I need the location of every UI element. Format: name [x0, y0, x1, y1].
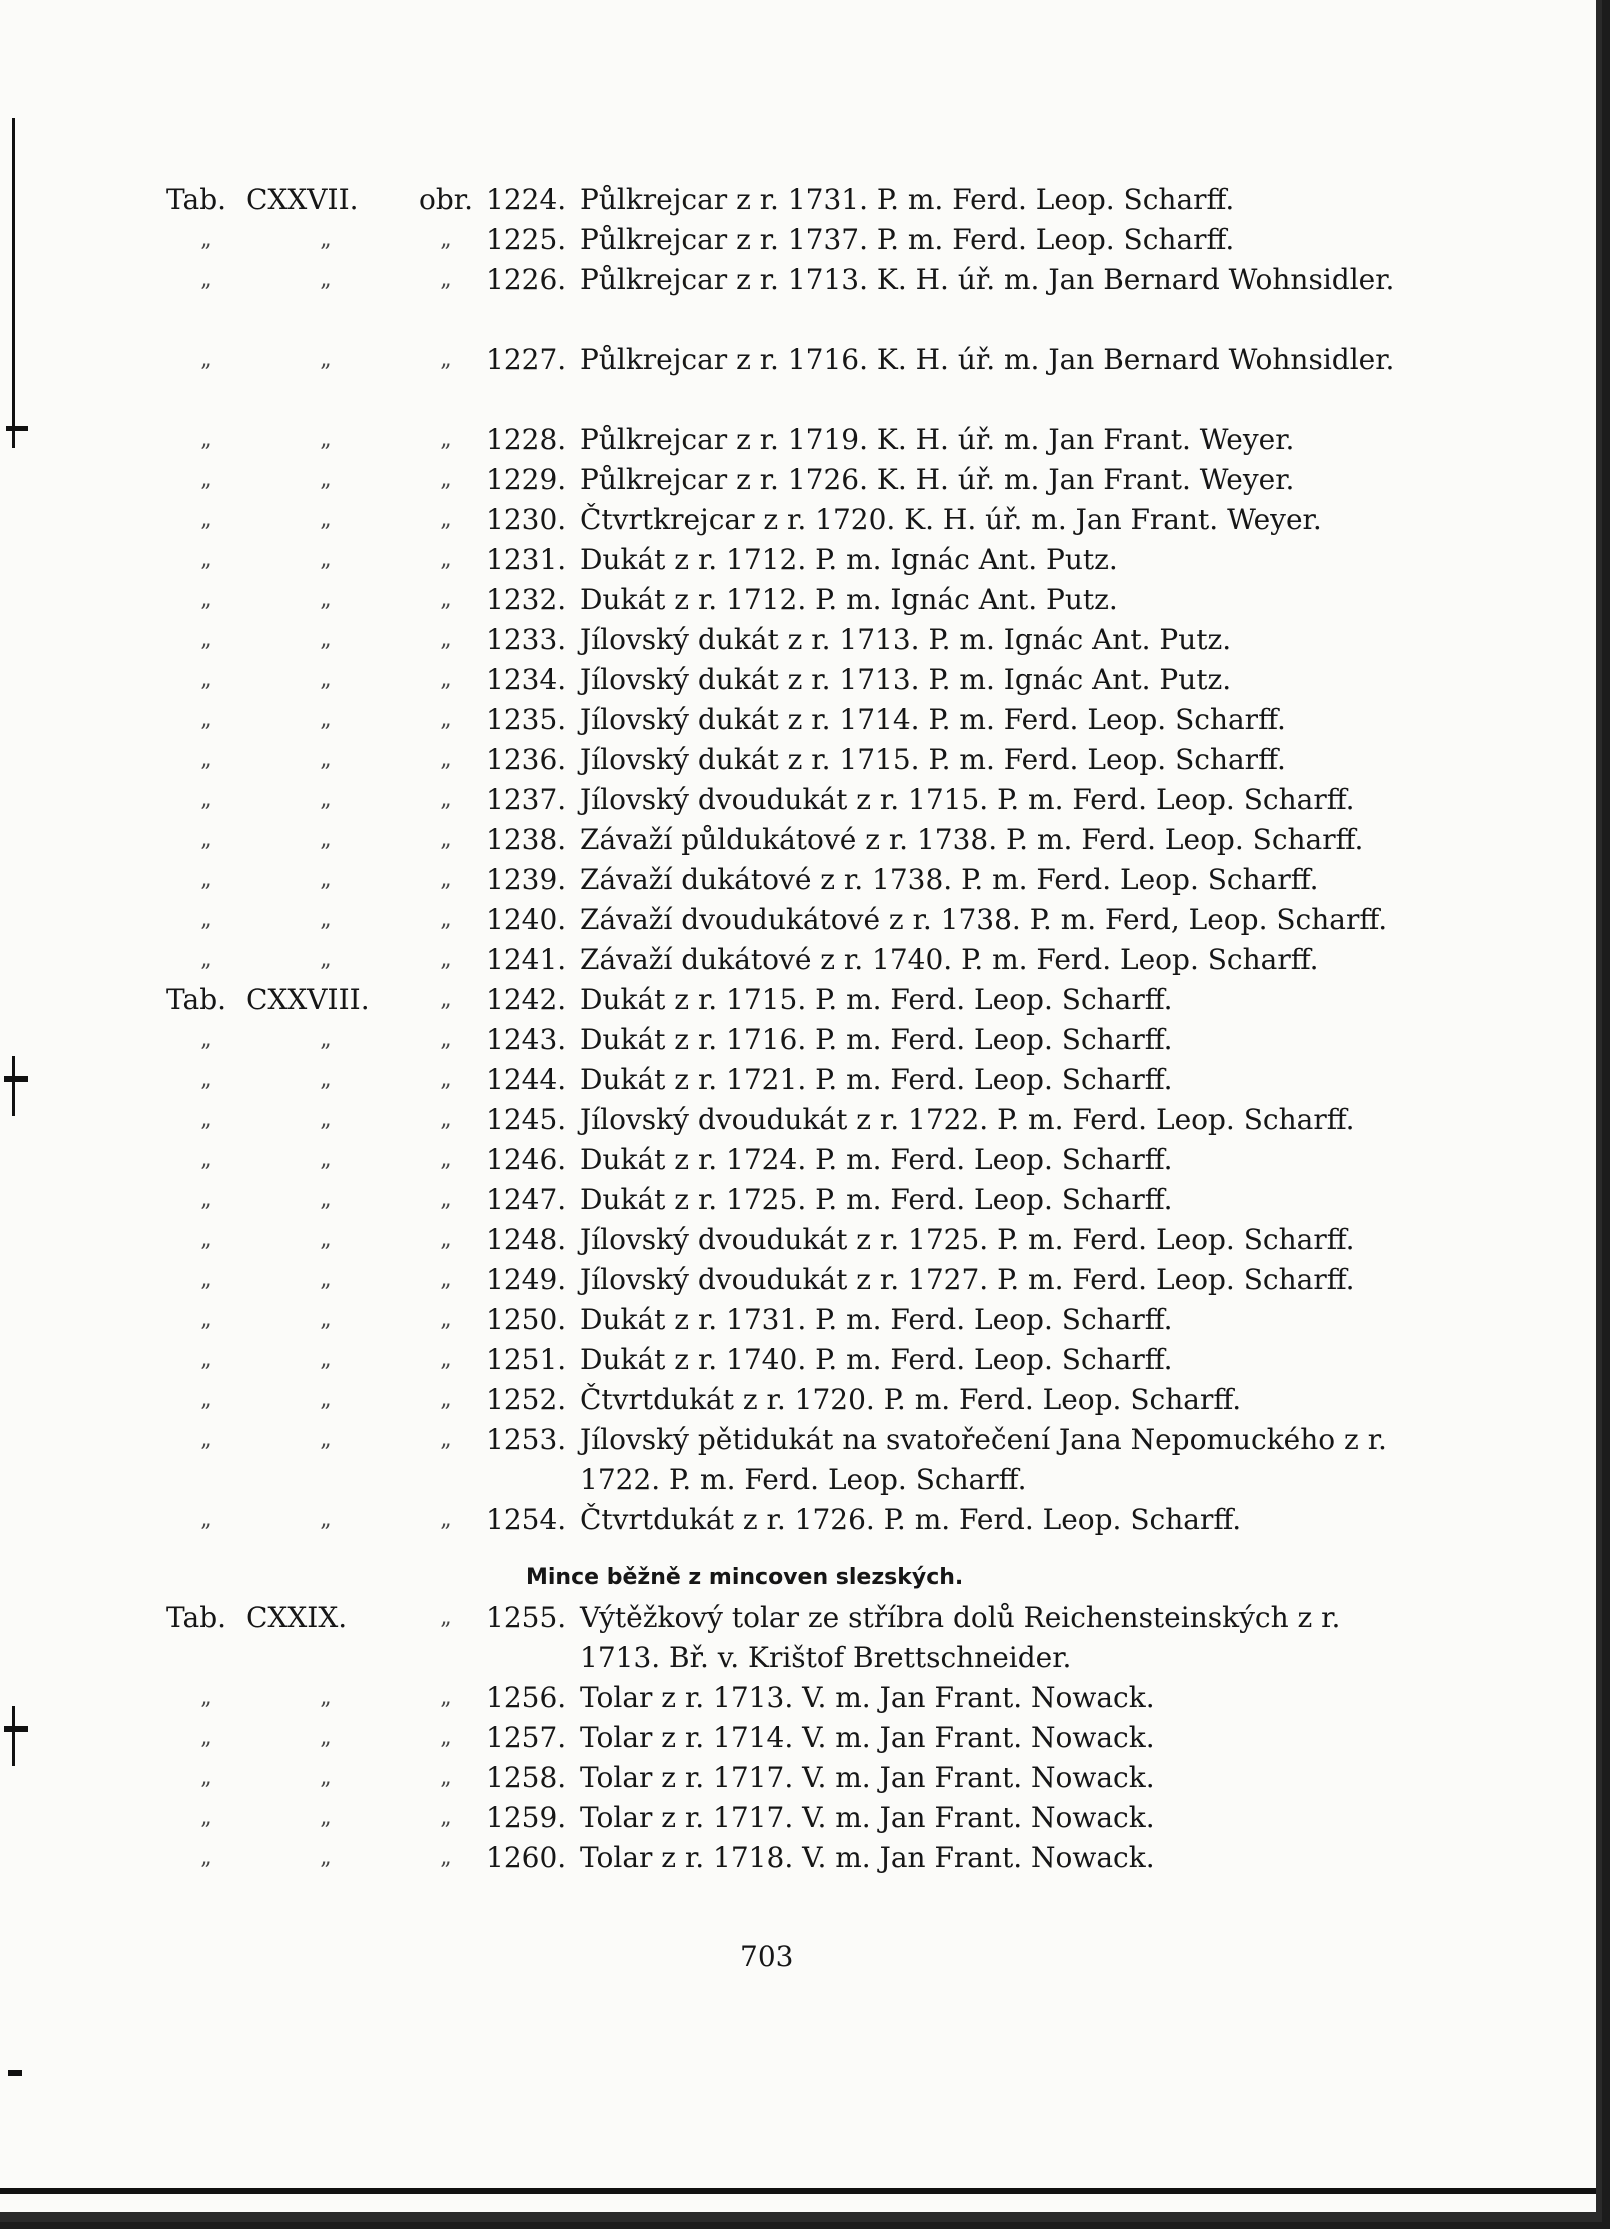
remark: „: [440, 667, 452, 692]
plate-number: „: [320, 467, 332, 492]
plate-number: „: [320, 867, 332, 892]
tab-label: „: [200, 1027, 212, 1052]
plate-number: „: [320, 1765, 332, 1790]
entry-number: 1242.: [486, 983, 567, 1016]
tab-label: „: [200, 427, 212, 452]
catalogue-entry: [166, 1340, 1406, 1380]
remark: „: [440, 427, 452, 452]
remark: „: [440, 627, 452, 652]
scan-edge-mark: [12, 118, 15, 448]
entry-number: 1260.: [486, 1841, 567, 1874]
tab-label: „: [200, 827, 212, 852]
tab-label: „: [200, 707, 212, 732]
entry-number: 1258.: [486, 1761, 567, 1794]
plate-number: „: [320, 1685, 332, 1710]
remark: „: [440, 1347, 452, 1372]
plate-number: „: [320, 1387, 332, 1412]
tab-label: „: [200, 1267, 212, 1292]
tab-label: „: [200, 587, 212, 612]
scan-edge-mark: [0, 2188, 1596, 2194]
entry-number: 1253.: [486, 1423, 567, 1456]
catalogue-entry: [166, 1020, 1406, 1060]
tab-label: „: [200, 1805, 212, 1830]
entry-number: 1231.: [486, 543, 567, 576]
catalogue-entry: [166, 860, 1406, 900]
remark: „: [440, 1267, 452, 1292]
plate-number: „: [320, 907, 332, 932]
remark: „: [440, 907, 452, 932]
entry-description: Jílovský dvoudukát z r. 1725. P. m. Ferd. Leop. Scharff.: [580, 1223, 1355, 1256]
entry-description: Tolar z r. 1718. V. m. Jan Frant. Nowack.: [580, 1841, 1155, 1874]
entry-description: Tolar z r. 1717. V. m. Jan Frant. Nowack.: [580, 1761, 1155, 1794]
catalogue-entry: [166, 1380, 1406, 1420]
entry-description: Půlkrejcar z r. 1719. K. H. úř. m. Jan Frant. Weyer.: [580, 423, 1295, 456]
tab-label: Tab.: [166, 983, 227, 1016]
remark: obr.: [419, 183, 473, 216]
plate-number: „: [320, 1027, 332, 1052]
catalogue-entry: [166, 820, 1406, 860]
section-heading: Mince běžně z mincoven slezských.: [526, 1565, 964, 1590]
entry-description: Čtvrtkrejcar z r. 1720. K. H. úř. m. Jan Frant. Weyer.: [580, 503, 1322, 536]
entry-description: Dukát z r. 1724. P. m. Ferd. Leop. Scharff.: [580, 1143, 1173, 1176]
entry-number: 1252.: [486, 1383, 567, 1416]
catalogue-entry: [166, 500, 1406, 540]
plate-number: „: [320, 1307, 332, 1332]
catalogue-entry: [166, 220, 1406, 260]
entry-number: 1232.: [486, 583, 567, 616]
plate-number: „: [320, 1107, 332, 1132]
remark: „: [440, 227, 452, 252]
entry-number: 1251.: [486, 1343, 567, 1376]
plate-number: CXXVII.: [246, 183, 359, 216]
catalogue-entry: [166, 260, 1406, 340]
plate-number: „: [320, 427, 332, 452]
catalogue-entry: [166, 1180, 1406, 1220]
entry-description: Výtěžkový tolar ze stříbra dolů Reichensteinských z r. 1713. Bř. v. Krištof Brettschneider.: [580, 1601, 1341, 1674]
catalogue-entry: [166, 580, 1406, 620]
remark: „: [440, 827, 452, 852]
entry-description: Jílovský pětidukát na svatořečení Jana Nepomuckého z r. 1722. P. m. Ferd. Leop. Scharff.: [580, 1423, 1387, 1496]
catalogue-entry: [166, 540, 1406, 580]
entry-description: Dukát z r. 1740. P. m. Ferd. Leop. Scharff.: [580, 1343, 1173, 1376]
tab-label: „: [200, 1685, 212, 1710]
remark: „: [440, 1427, 452, 1452]
remark: „: [440, 1507, 452, 1532]
tab-label: „: [200, 947, 212, 972]
remark: „: [440, 1685, 452, 1710]
remark: „: [440, 987, 452, 1012]
tab-label: „: [200, 1107, 212, 1132]
entry-description: Dukát z r. 1715. P. m. Ferd. Leop. Scharff.: [580, 983, 1173, 1016]
entry-number: 1226.: [486, 263, 567, 296]
entry-description: Jílovský dvoudukát z r. 1727. P. m. Ferd. Leop. Scharff.: [580, 1263, 1355, 1296]
remark: „: [440, 1845, 452, 1870]
entry-number: 1238.: [486, 823, 567, 856]
entry-description: Závaží dvoudukátové z r. 1738. P. m. Ferd, Leop. Scharff.: [580, 903, 1388, 936]
entry-number: 1245.: [486, 1103, 567, 1136]
entry-number: 1249.: [486, 1263, 567, 1296]
plate-number: „: [320, 1187, 332, 1212]
remark: „: [440, 747, 452, 772]
entry-number: 1240.: [486, 903, 567, 936]
entry-description: Jílovský dvoudukát z r. 1722. P. m. Ferd. Leop. Scharff.: [580, 1103, 1355, 1136]
entry-number: 1255.: [486, 1601, 567, 1634]
catalogue-entry: [166, 420, 1406, 460]
catalogue-entry: [166, 460, 1406, 500]
plate-number: „: [320, 1805, 332, 1830]
tab-label: „: [200, 667, 212, 692]
entry-number: 1241.: [486, 943, 567, 976]
entry-description: Tolar z r. 1713. V. m. Jan Frant. Nowack.: [580, 1681, 1155, 1714]
tab-label: „: [200, 1725, 212, 1750]
catalogue-entry: [166, 1300, 1406, 1340]
plate-number: „: [320, 1147, 332, 1172]
tab-label: „: [200, 747, 212, 772]
scan-edge-mark: [6, 426, 28, 431]
entry-description: Závaží půldukátové z r. 1738. P. m. Ferd. Leop. Scharff.: [580, 823, 1364, 856]
entry-number: 1259.: [486, 1801, 567, 1834]
entry-number: 1228.: [486, 423, 567, 456]
entry-number: 1235.: [486, 703, 567, 736]
tab-label: „: [200, 347, 212, 372]
tab-label: „: [200, 787, 212, 812]
remark: „: [440, 1067, 452, 1092]
tab-label: Tab.: [166, 1601, 227, 1634]
catalogue-entry: [166, 980, 1406, 1020]
remark: „: [440, 787, 452, 812]
entry-number: 1257.: [486, 1721, 567, 1754]
scan-edge-mark: [12, 1056, 15, 1116]
plate-number: „: [320, 587, 332, 612]
plate-number: „: [320, 1227, 332, 1252]
plate-number: „: [320, 547, 332, 572]
tab-label: „: [200, 1507, 212, 1532]
entry-description: Půlkrejcar z r. 1716. K. H. úř. m. Jan Bernard Wohnsidler.: [580, 343, 1395, 376]
plate-number: „: [320, 1845, 332, 1870]
catalogue-entry: [166, 940, 1406, 980]
catalogue-entry: [166, 1060, 1406, 1100]
remark: „: [440, 1227, 452, 1252]
plate-number: „: [320, 1347, 332, 1372]
tab-label: „: [200, 1845, 212, 1870]
catalogue-entry: [166, 1718, 1406, 1758]
tab-label: „: [200, 1387, 212, 1412]
plate-number: „: [320, 1507, 332, 1532]
entry-description: Tolar z r. 1714. V. m. Jan Frant. Nowack.: [580, 1721, 1155, 1754]
tab-label: „: [200, 1307, 212, 1332]
catalogue-entry: [166, 1838, 1406, 1878]
entry-number: 1246.: [486, 1143, 567, 1176]
tab-label: Tab.: [166, 183, 227, 216]
tab-label: „: [200, 1067, 212, 1092]
plate-number: „: [320, 267, 332, 292]
entry-number: 1243.: [486, 1023, 567, 1056]
remark: „: [440, 587, 452, 612]
entry-number: 1256.: [486, 1681, 567, 1714]
tab-label: „: [200, 1147, 212, 1172]
entry-number: 1236.: [486, 743, 567, 776]
tab-label: „: [200, 1427, 212, 1452]
remark: „: [440, 1147, 452, 1172]
entry-number: 1225.: [486, 223, 567, 256]
remark: „: [440, 1027, 452, 1052]
entry-number: 1248.: [486, 1223, 567, 1256]
plate-number: „: [320, 1267, 332, 1292]
catalogue-entry: [166, 180, 1406, 220]
entry-number: 1227.: [486, 343, 567, 376]
catalogue-entry: [166, 620, 1406, 660]
entry-number: 1250.: [486, 1303, 567, 1336]
tab-label: „: [200, 227, 212, 252]
entry-description: Závaží dukátové z r. 1738. P. m. Ferd. Leop. Scharff.: [580, 863, 1319, 896]
remark: „: [440, 267, 452, 292]
scan-edge-mark: [4, 1726, 28, 1732]
catalogue-entry: [166, 1500, 1406, 1540]
entry-description: Čtvrtdukát z r. 1726. P. m. Ferd. Leop. Scharff.: [580, 1503, 1242, 1536]
tab-label: „: [200, 627, 212, 652]
plate-number: „: [320, 827, 332, 852]
catalogue-entry: [166, 1260, 1406, 1300]
remark: „: [440, 547, 452, 572]
remark: „: [440, 1605, 452, 1630]
catalogue-entry: [166, 1420, 1406, 1500]
entry-description: Závaží dukátové z r. 1740. P. m. Ferd. Leop. Scharff.: [580, 943, 1319, 976]
remark: „: [440, 1187, 452, 1212]
entry-description: Půlkrejcar z r. 1731. P. m. Ferd. Leop. Scharff.: [580, 183, 1235, 216]
catalogue-entry: [166, 900, 1406, 940]
catalogue-entry: [166, 660, 1406, 700]
entry-number: 1224.: [486, 183, 567, 216]
catalogue-entry: [166, 340, 1406, 420]
remark: „: [440, 947, 452, 972]
plate-number: „: [320, 947, 332, 972]
plate-number: „: [320, 1725, 332, 1750]
remark: „: [440, 467, 452, 492]
plate-number: „: [320, 227, 332, 252]
entry-description: Jílovský dukát z r. 1713. P. m. Ignác Ant. Putz.: [580, 623, 1232, 656]
catalogue-entry: [166, 1140, 1406, 1180]
entry-description: Jílovský dvoudukát z r. 1715. P. m. Ferd. Leop. Scharff.: [580, 783, 1355, 816]
entry-description: Jílovský dukát z r. 1715. P. m. Ferd. Leop. Scharff.: [580, 743, 1286, 776]
tab-label: „: [200, 1765, 212, 1790]
entry-number: 1244.: [486, 1063, 567, 1096]
plate-number: CXXVIII.: [246, 983, 370, 1016]
catalogue-entry: [166, 780, 1406, 820]
remark: „: [440, 1765, 452, 1790]
catalogue-entry: [166, 700, 1406, 740]
entry-description: Dukát z r. 1716. P. m. Ferd. Leop. Scharff.: [580, 1023, 1173, 1056]
catalogue-entry: [166, 1758, 1406, 1798]
remark: „: [440, 1725, 452, 1750]
entry-description: Dukát z r. 1721. P. m. Ferd. Leop. Scharff.: [580, 1063, 1173, 1096]
entry-number: 1237.: [486, 783, 567, 816]
catalogue-entry: [166, 740, 1406, 780]
tab-label: „: [200, 1187, 212, 1212]
tab-label: „: [200, 507, 212, 532]
tab-label: „: [200, 547, 212, 572]
page-number: 703: [740, 1940, 794, 1973]
entry-number: 1254.: [486, 1503, 567, 1536]
plate-number: „: [320, 1067, 332, 1092]
entry-description: Čtvrtdukát z r. 1720. P. m. Ferd. Leop. Scharff.: [580, 1383, 1242, 1416]
remark: „: [440, 707, 452, 732]
remark: „: [440, 1805, 452, 1830]
scan-edge-mark: [8, 2070, 22, 2076]
plate-number: „: [320, 627, 332, 652]
entry-number: 1230.: [486, 503, 567, 536]
entry-description: Dukát z r. 1725. P. m. Ferd. Leop. Scharff.: [580, 1183, 1173, 1216]
plate-number: „: [320, 707, 332, 732]
tab-label: „: [200, 907, 212, 932]
tab-label: „: [200, 1227, 212, 1252]
entry-description: Půlkrejcar z r. 1726. K. H. úř. m. Jan Frant. Weyer.: [580, 463, 1295, 496]
remark: „: [440, 867, 452, 892]
plate-number: „: [320, 667, 332, 692]
catalogue-entry: [166, 1598, 1406, 1678]
entry-number: 1234.: [486, 663, 567, 696]
entry-number: 1233.: [486, 623, 567, 656]
entry-number: 1247.: [486, 1183, 567, 1216]
scan-edge-mark: [12, 1706, 15, 1766]
entry-description: Půlkrejcar z r. 1713. K. H. úř. m. Jan Bernard Wohnsidler.: [580, 263, 1395, 296]
entry-description: Dukát z r. 1712. P. m. Ignác Ant. Putz.: [580, 583, 1118, 616]
entry-description: Dukát z r. 1731. P. m. Ferd. Leop. Scharff.: [580, 1303, 1173, 1336]
tab-label: „: [200, 867, 212, 892]
tab-label: „: [200, 467, 212, 492]
entry-description: Půlkrejcar z r. 1737. P. m. Ferd. Leop. Scharff.: [580, 223, 1235, 256]
remark: „: [440, 1107, 452, 1132]
plate-number: „: [320, 1427, 332, 1452]
scan-edge-mark: [4, 1076, 28, 1082]
remark: „: [440, 1387, 452, 1412]
plate-number: „: [320, 747, 332, 772]
entry-description: Tolar z r. 1717. V. m. Jan Frant. Nowack.: [580, 1801, 1155, 1834]
catalogue-entry: [166, 1100, 1406, 1140]
entry-description: Jílovský dukát z r. 1713. P. m. Ignác Ant. Putz.: [580, 663, 1232, 696]
plate-number: „: [320, 787, 332, 812]
remark: „: [440, 1307, 452, 1332]
catalogue-entry: [166, 1798, 1406, 1838]
plate-number: „: [320, 507, 332, 532]
entry-description: Dukát z r. 1712. P. m. Ignác Ant. Putz.: [580, 543, 1118, 576]
tab-label: „: [200, 1347, 212, 1372]
catalogue-entry: [166, 1220, 1406, 1260]
entry-number: 1239.: [486, 863, 567, 896]
remark: „: [440, 507, 452, 532]
entry-number: 1229.: [486, 463, 567, 496]
catalogue-list: [166, 180, 1406, 1878]
remark: „: [440, 347, 452, 372]
entry-description: Jílovský dukát z r. 1714. P. m. Ferd. Leop. Scharff.: [580, 703, 1286, 736]
plate-number: CXXIX.: [246, 1601, 348, 1634]
tab-label: „: [200, 267, 212, 292]
catalogue-entry: [166, 1678, 1406, 1718]
plate-number: „: [320, 347, 332, 372]
